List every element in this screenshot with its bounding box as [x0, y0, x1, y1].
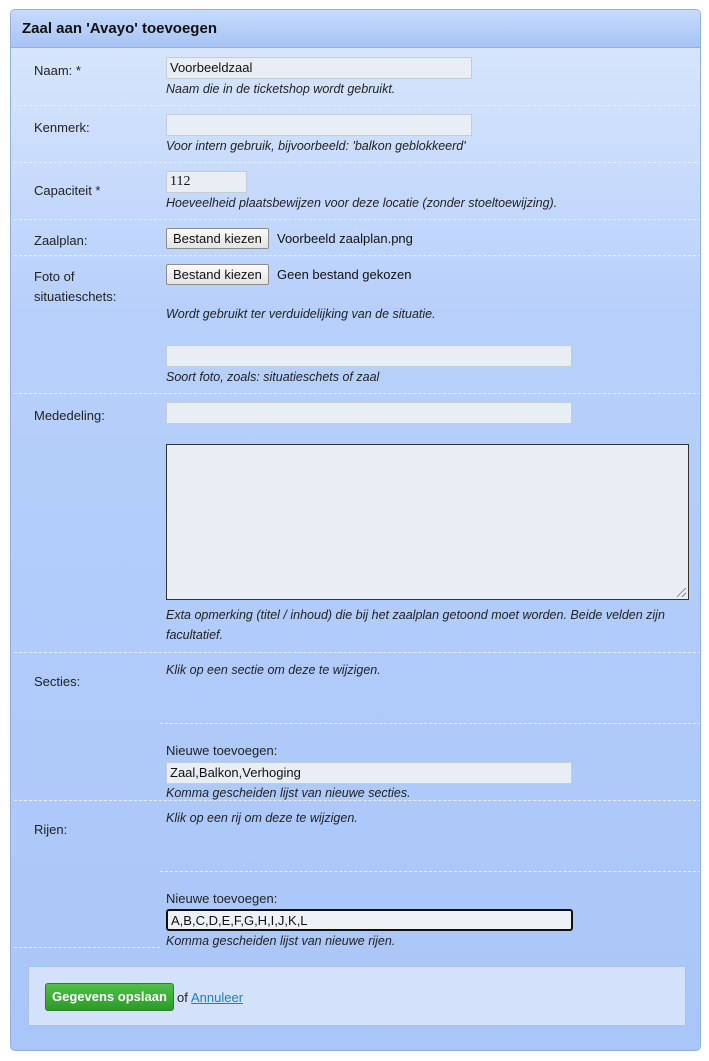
- rijen-new-label: Nieuwe toevoegen:: [166, 891, 278, 906]
- foto-file-button[interactable]: Bestand kiezen: [166, 264, 269, 285]
- zaalplan-label: Zaalplan:: [34, 233, 88, 248]
- rijen-new-input[interactable]: A,B,C,D,E,F,G,H,I,J,K,L: [166, 909, 573, 931]
- rijen-new-hint: Komma gescheiden lijst van nieuwe rijen.: [166, 934, 396, 948]
- kenmerk-input[interactable]: [166, 114, 472, 136]
- foto-filename: Geen bestand gekozen: [277, 267, 412, 282]
- row-naam: [14, 49, 701, 106]
- rijen-divider: [160, 871, 701, 872]
- secties-new-label: Nieuwe toevoegen:: [166, 743, 278, 758]
- kenmerk-hint: Voor intern gebruik, bijvoorbeeld: 'balkon geblokkeerd': [166, 139, 466, 153]
- save-button[interactable]: Gegevens opslaan: [45, 983, 174, 1011]
- add-hall-panel: [10, 9, 701, 1051]
- secties-label: Secties:: [34, 674, 81, 689]
- mededeling-label: Mededeling:: [34, 408, 105, 423]
- secties-info: Klik op een sectie om deze te wijzigen.: [166, 663, 381, 677]
- rijen-label: Rijen:: [34, 822, 68, 837]
- foto-type-hint: Soort foto, zoals: situatieschets of zaal: [166, 370, 380, 384]
- row-mededeling: [14, 394, 701, 653]
- row-kenmerk: [14, 106, 701, 163]
- zaalplan-filename: Voorbeeld zaalplan.png: [277, 231, 413, 246]
- naam-hint: Naam die in de ticketshop wordt gebruikt.: [166, 82, 396, 96]
- form-footer: [28, 966, 686, 1026]
- rijen-info: Klik op een rij om deze te wijzigen.: [166, 811, 358, 825]
- foto-label-line2: situatieschets:: [34, 289, 117, 304]
- secties-divider: [160, 723, 701, 724]
- foto-hint: Wordt gebruikt ter verduidelijking van de situatie.: [166, 307, 436, 321]
- mededeling-body-textarea[interactable]: [166, 444, 689, 600]
- zaalplan-file-button[interactable]: Bestand kiezen: [166, 228, 269, 249]
- mededeling-hint-line2: facultatief.: [166, 628, 223, 642]
- foto-label-line1: Foto of: [34, 269, 75, 284]
- cancel-link[interactable]: Annuleer: [191, 990, 244, 1005]
- row-zaalplan: [14, 220, 701, 256]
- naam-input[interactable]: Voorbeeldzaal: [166, 57, 472, 79]
- rijen-label-divider: [14, 947, 160, 948]
- row-capaciteit: [14, 163, 701, 220]
- naam-label: Naam: *: [34, 63, 81, 78]
- secties-new-input[interactable]: Zaal,Balkon,Verhoging: [166, 762, 572, 784]
- secties-new-hint: Komma gescheiden lijst van nieuwe secties.: [166, 786, 411, 800]
- panel-title: Zaal aan 'Avayo' toevoegen: [11, 10, 700, 48]
- capaciteit-hint: Hoeveelheid plaatsbewijzen voor deze locatie (zonder stoeltoewijzing).: [166, 196, 558, 210]
- foto-type-input[interactable]: [166, 345, 572, 367]
- row-foto: [14, 256, 701, 394]
- kenmerk-label: Kenmerk:: [34, 120, 90, 135]
- row-rijen: [14, 801, 701, 948]
- row-secties: [14, 653, 701, 801]
- capaciteit-input[interactable]: 112: [166, 171, 247, 193]
- resize-grip-icon[interactable]: [677, 588, 686, 597]
- mededeling-title-input[interactable]: [166, 402, 572, 424]
- mededeling-hint-line1: Exta opmerking (titel / inhoud) die bij het zaalplan getoond moet worden. Beide velden zijn: [166, 608, 665, 622]
- capaciteit-label: Capaciteit *: [34, 183, 101, 198]
- or-text: of: [177, 990, 188, 1005]
